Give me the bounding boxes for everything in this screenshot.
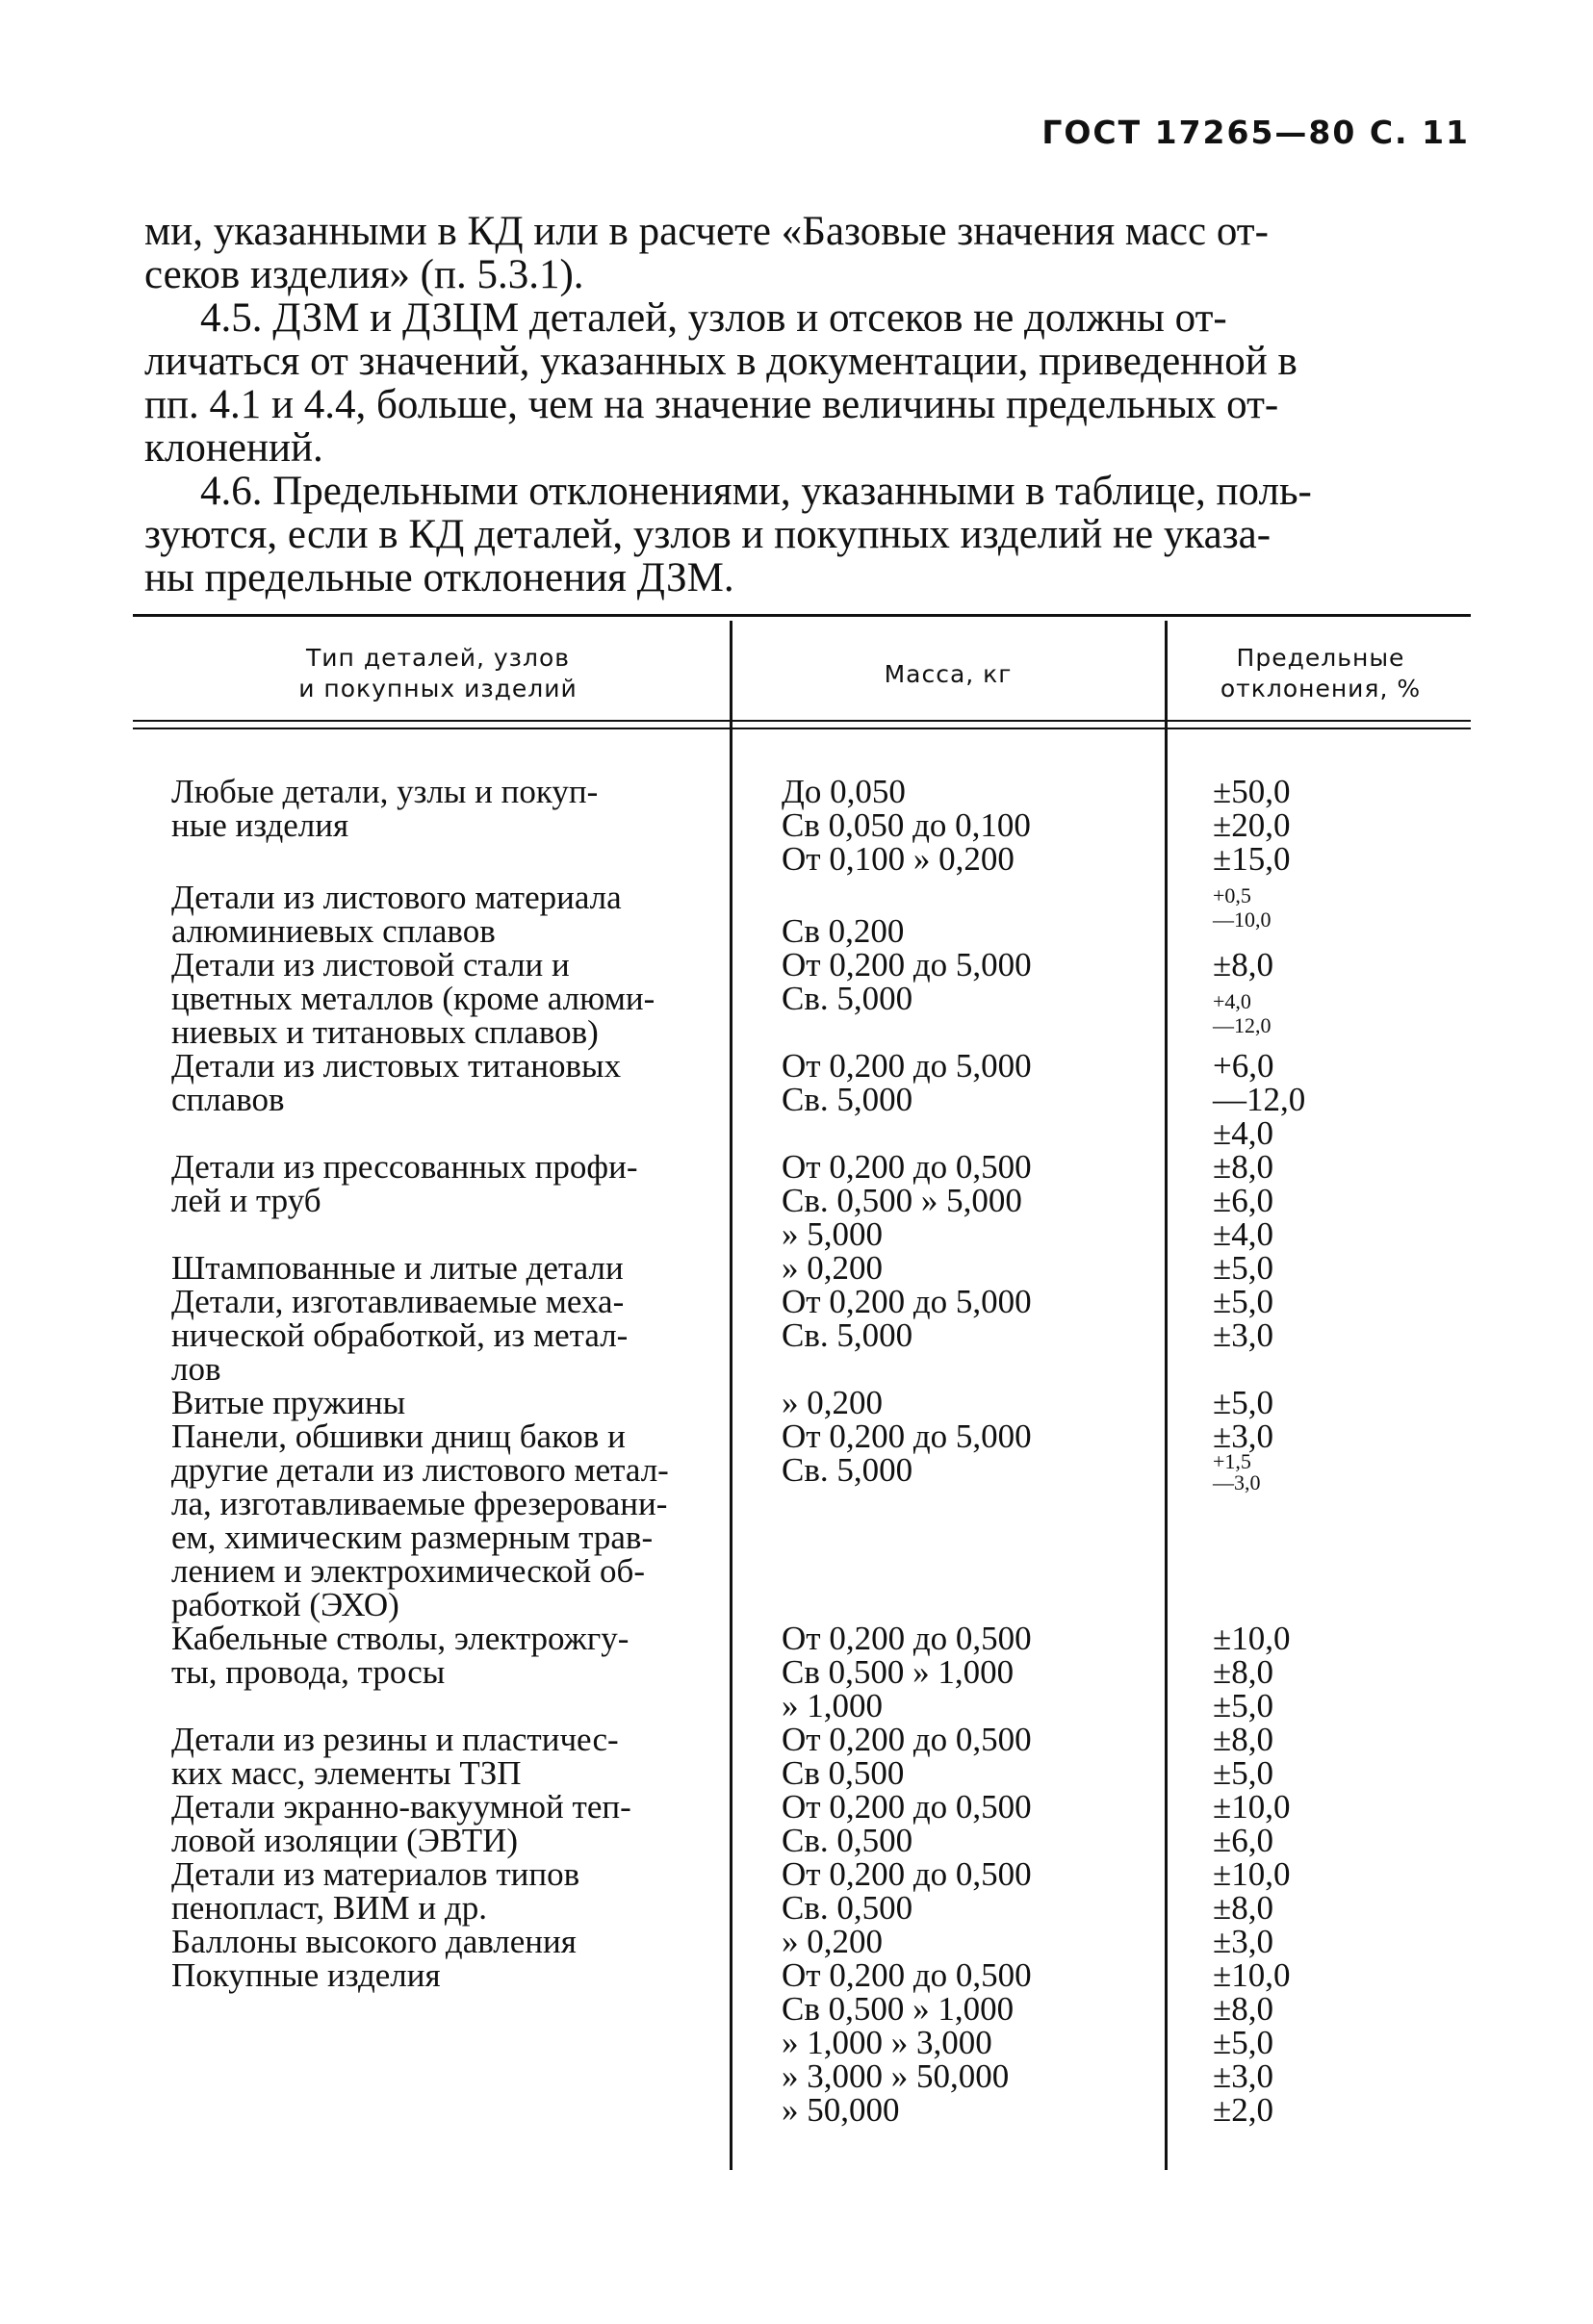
tolerance-cell-line: —10,0 <box>1213 907 1272 932</box>
tolerance-cell-line: ±8,0 <box>1213 1990 1273 2028</box>
tolerance-cell-line: ±8,0 <box>1213 1721 1273 1758</box>
tolerance-cell-line: ±5,0 <box>1213 1249 1273 1287</box>
type-cell-line: Детали из листовых титановых <box>171 1047 622 1085</box>
type-cell-line: нической обработкой, из метал- <box>171 1316 629 1354</box>
mass-cell-line: От 0,200 до 0,500 <box>782 1855 1032 1893</box>
tolerance-cell-line: ±4,0 <box>1213 1114 1273 1152</box>
mass-cell-line: » 3,000 » 50,000 <box>782 2057 1010 2095</box>
mass-cell-line: Св 0,050 до 0,100 <box>782 806 1031 844</box>
intro-line: секов изделия» (п. 5.3.1). <box>144 252 584 297</box>
mass-cell-line: От 0,200 до 0,500 <box>782 1620 1032 1657</box>
tolerance-cell-line: +4,0 <box>1213 989 1251 1013</box>
tolerance-column <box>1213 0 1434 2324</box>
tolerance-cell-line: —12,0 <box>1213 1081 1306 1118</box>
tolerance-cell-line: ±8,0 <box>1213 1148 1273 1186</box>
tolerance-cell-line: ±5,0 <box>1213 2024 1273 2061</box>
type-cell-line: ких масс, элементы ТЗП <box>171 1754 522 1792</box>
mass-cell-line: Св. 0,500 » 5,000 <box>782 1182 1022 1219</box>
tolerance-cell-line: ±20,0 <box>1213 806 1291 844</box>
mass-cell-line: Св 0,500 » 1,000 <box>782 1653 1015 1691</box>
tolerance-cell-line: +6,0 <box>1213 1047 1274 1085</box>
mass-cell-line: » 50,000 <box>782 2091 900 2129</box>
mass-cell-line: » 0,200 <box>782 1249 883 1287</box>
type-cell-line: Детали из листового материала <box>171 879 622 916</box>
mass-cell-line: До 0,050 <box>782 773 906 810</box>
tolerance-cell-line: ±10,0 <box>1213 1788 1291 1826</box>
type-cell-line: Детали из материалов типов <box>171 1855 580 1893</box>
type-cell-line: Детали из листовой стали и <box>171 946 570 983</box>
tolerance-cell-line: ±8,0 <box>1213 946 1273 983</box>
mass-column <box>782 0 1147 2324</box>
type-cell-line: ем, химическим размерным трав- <box>171 1519 654 1556</box>
type-cell-line: ты, провода, тросы <box>171 1653 446 1691</box>
type-cell-line: лей и труб <box>171 1182 321 1219</box>
type-cell-line: Баллоны высокого давления <box>171 1923 577 1960</box>
type-cell-line: Детали, изготавливаемые меха- <box>171 1283 625 1320</box>
header-text: отклонения, % <box>1220 675 1422 702</box>
mass-cell-line: От 0,200 до 0,500 <box>782 1721 1032 1758</box>
tolerance-cell-line: ±10,0 <box>1213 1620 1291 1657</box>
type-cell-line: Детали экранно-вакуумной теп- <box>171 1788 631 1826</box>
header-text: Масса, кг <box>884 660 1013 688</box>
type-cell-line: сплавов <box>171 1081 285 1118</box>
type-cell-line: Кабельные стволы, электрожгу- <box>171 1620 629 1657</box>
tolerance-cell-line: ±8,0 <box>1213 1889 1273 1927</box>
mass-cell-line: » 1,000 » 3,000 <box>782 2024 992 2061</box>
mass-cell-line: Св 0,500 » 1,000 <box>782 1990 1015 2028</box>
tolerance-cell-line: ±10,0 <box>1213 1855 1291 1893</box>
mass-cell-line: » 1,000 <box>782 1687 883 1724</box>
type-cell-line: Детали из прессованных профи- <box>171 1148 638 1186</box>
tolerance-cell-line: ±3,0 <box>1213 1923 1273 1960</box>
intro-line: ми, указанными в КД или в расчете «Базовые значения масс от- <box>144 209 1269 254</box>
header-text: Предельные <box>1236 644 1405 672</box>
type-cell-line: Штампованные и литые детали <box>171 1249 624 1287</box>
tolerance-cell-line: ±5,0 <box>1213 1754 1273 1792</box>
mass-cell-line: » 0,200 <box>782 1923 883 1960</box>
mass-cell-line: Св. 5,000 <box>782 1451 913 1489</box>
mass-cell-line: Св. 5,000 <box>782 980 913 1017</box>
tolerance-cell-line: ±3,0 <box>1213 2057 1273 2095</box>
tolerance-cell-line: ±50,0 <box>1213 773 1291 810</box>
mass-cell-line: Св. 0,500 <box>782 1889 913 1927</box>
section-4-6-line: ны предельные отклонения ДЗМ. <box>144 555 734 600</box>
tolerance-cell-line: ±6,0 <box>1213 1182 1273 1219</box>
type-cell-line: пенопласт, ВИМ и др. <box>171 1889 487 1927</box>
header-text: Тип деталей, узлов <box>306 644 570 672</box>
type-cell-line: другие детали из листового метал- <box>171 1451 669 1489</box>
mass-cell-line: От 0,200 до 5,000 <box>782 1047 1032 1085</box>
mass-cell-line: От 0,200 до 5,000 <box>782 946 1032 983</box>
section-4-5-line: 4.5. ДЗМ и ДЗЦМ деталей, узлов и отсеков не должны от- <box>200 295 1227 341</box>
mass-cell-line: От 0,200 до 5,000 <box>782 1417 1032 1455</box>
section-4-5-line: клонений. <box>144 425 323 471</box>
mass-cell-line: Св. 5,000 <box>782 1081 913 1118</box>
type-cell-line: Покупные изделия <box>171 1956 441 1994</box>
tolerance-cell-line: —3,0 <box>1213 1470 1261 1494</box>
type-cell-line: Любые детали, узлы и покуп- <box>171 773 599 810</box>
tolerance-cell-line: +0,5 <box>1213 883 1251 907</box>
section-4-6-line: 4.6. Предельными отклонениями, указанными в таблице, поль- <box>200 469 1312 514</box>
type-cell-line: ловой изоляции (ЭВТИ) <box>171 1822 519 1859</box>
mass-cell-line: От 0,200 до 0,500 <box>782 1788 1032 1826</box>
section-4-5-line: пп. 4.1 и 4.4, больше, чем на значение величины предельных от- <box>144 382 1279 427</box>
type-cell-line: лением и электрохимической об- <box>171 1552 645 1590</box>
mass-cell-line: Св. 5,000 <box>782 1316 913 1354</box>
type-cell-line: ные изделия <box>171 806 349 844</box>
mass-cell-line: От 0,200 до 0,500 <box>782 1148 1032 1186</box>
section-4-5-line: личаться от значений, указанных в документации, приведенной в <box>144 339 1298 384</box>
tolerance-cell-line: +1,5 <box>1213 1449 1251 1473</box>
tolerance-cell-line: ±6,0 <box>1213 1822 1273 1859</box>
tolerance-cell-line: ±3,0 <box>1213 1316 1273 1354</box>
page-header: ГОСТ 17265—80 С. 11 <box>1041 114 1470 151</box>
tolerance-cell-line: ±2,0 <box>1213 2091 1273 2129</box>
mass-cell-line: От 0,100 » 0,200 <box>782 840 1015 878</box>
tolerance-cell-line: ±5,0 <box>1213 1283 1273 1320</box>
type-cell-line: Витые пружины <box>171 1384 406 1421</box>
mass-cell-line: » 0,200 <box>782 1384 883 1421</box>
tolerance-cell-line: ±5,0 <box>1213 1687 1273 1724</box>
column-divider <box>1165 621 1168 2170</box>
mass-cell-line: Св 0,500 <box>782 1754 905 1792</box>
tolerance-cell-line: ±4,0 <box>1213 1215 1273 1253</box>
type-cell-line: Детали из резины и пластичес- <box>171 1721 619 1758</box>
type-cell-line: лов <box>171 1350 221 1388</box>
mass-cell-line: Св. 0,500 <box>782 1822 913 1859</box>
tolerance-cell-line: ±5,0 <box>1213 1384 1273 1421</box>
type-column <box>171 0 704 2324</box>
mass-cell-line: От 0,200 до 5,000 <box>782 1283 1032 1320</box>
section-4-6-line: зуются, если в КД деталей, узлов и покупных изделий не указа- <box>144 512 1272 557</box>
type-cell-line: ла, изготавливаемые фрезеровани- <box>171 1485 668 1522</box>
tolerance-cell-line: —12,0 <box>1213 1013 1272 1037</box>
type-cell-line: ниевых и титановых сплавов) <box>171 1013 599 1051</box>
column-divider <box>730 621 732 2170</box>
header-text: и покупных изделий <box>298 675 578 702</box>
type-cell-line: алюминиевых сплавов <box>171 912 496 950</box>
mass-cell-line: Св 0,200 <box>782 912 905 950</box>
tolerance-cell-line: ±15,0 <box>1213 840 1291 878</box>
type-cell-line: цветных металлов (кроме алюми- <box>171 980 655 1017</box>
mass-cell-line: » 5,000 <box>782 1215 883 1253</box>
mass-cell-line: От 0,200 до 0,500 <box>782 1956 1032 1994</box>
tolerance-cell-line: ±3,0 <box>1213 1417 1273 1455</box>
tolerance-cell-line: ±10,0 <box>1213 1956 1291 1994</box>
tolerance-cell-line: ±8,0 <box>1213 1653 1273 1691</box>
type-cell-line: Панели, обшивки днищ баков и <box>171 1417 626 1455</box>
type-cell-line: работкой (ЭХО) <box>171 1586 399 1623</box>
